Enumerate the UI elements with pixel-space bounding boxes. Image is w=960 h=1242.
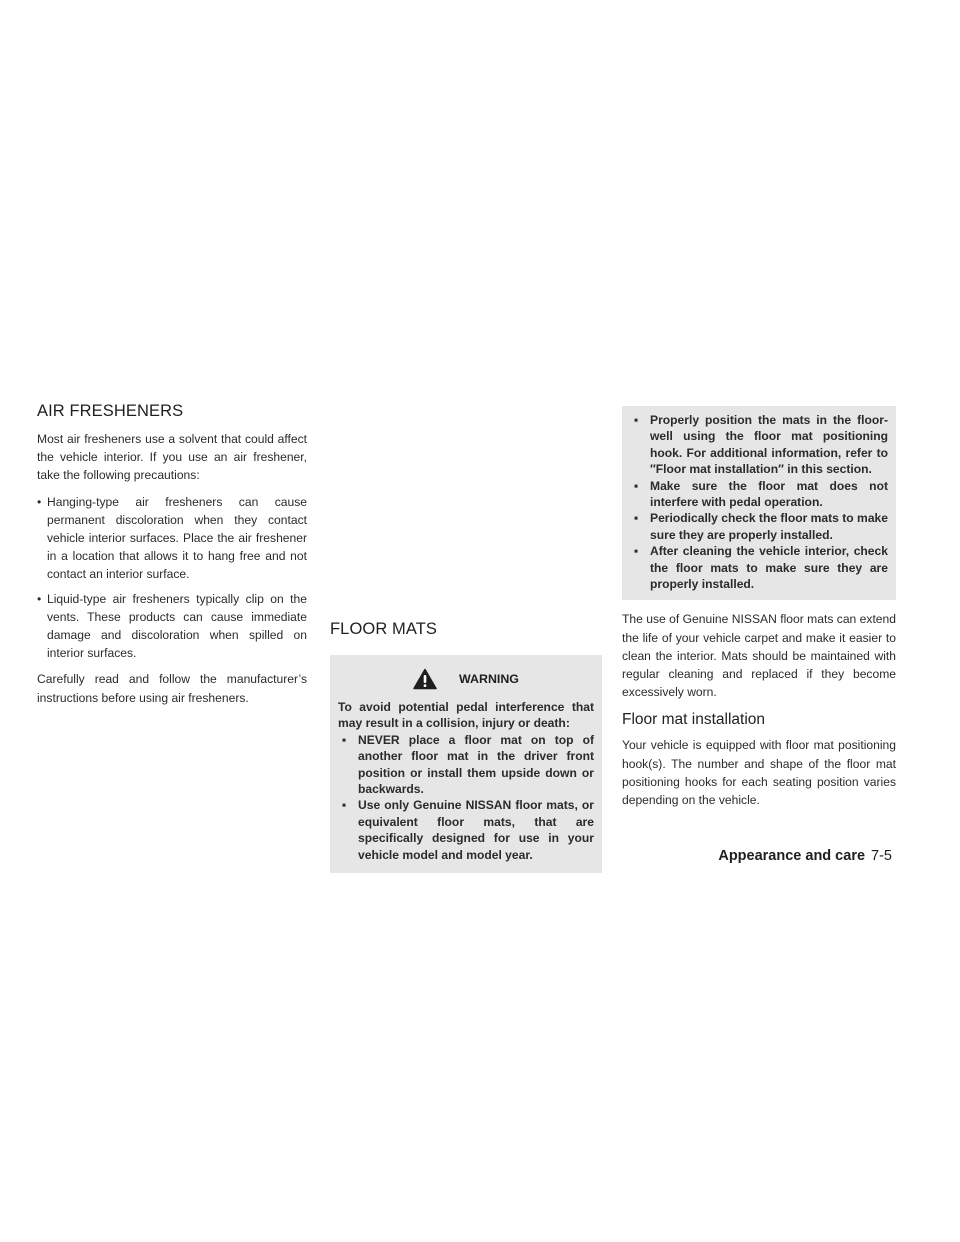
warning-title: WARNING [459, 672, 519, 686]
warning-intro: To avoid potential pedal interference that may result in a collision, injury or death: [338, 700, 594, 731]
list-item: • Liquid-type air fresheners typically clip on the vents. These products can cause immediate damage and discoloration when spilled on interior surfaces. [37, 591, 307, 661]
list-item: • Hanging-type air fresheners can cause permanent discoloration when they contact vehicle interior surfaces. Place the air freshener in a location that allows it to hang free and not contact an interior surface. [37, 494, 307, 582]
warning-list [338, 732, 594, 863]
air-fresheners-list [37, 493, 307, 663]
warning-box-continued [622, 406, 896, 600]
floor-mat-installation-body: Your vehicle is equipped with floor mat positioning hook(s). The number and shape of the floor mat positioning hooks for each seating position varies depending on the vehicle. [622, 738, 896, 808]
precaution-list [630, 412, 888, 592]
list-item: ▪ After cleaning the vehicle interior, check the floor mats to make sure they are properly installed. [634, 544, 888, 592]
list-item: ▪ Periodically check the floor mats to make sure they are properly installed. [634, 511, 888, 542]
floor-mats-continued [622, 406, 896, 817]
page-footer [718, 848, 892, 864]
page-number: 7-5 [871, 848, 892, 864]
air-fresheners-heading: AIR FRESHENERS [37, 402, 184, 420]
floor-mats-section [330, 620, 602, 873]
list-item: ▪ Use only Genuine NISSAN floor mats, or equivalent floor mats, that are specifically designed for use in your vehicle model and model year. [342, 798, 594, 862]
warning-box [330, 655, 602, 873]
list-item: ▪ Properly position the mats in the floor-well using the floor mat positioning hook. For additional information, refer to ″Floor mat installation″ in this section. [634, 413, 888, 477]
floor-mat-installation-heading: Floor mat installation [622, 711, 766, 729]
warning-header [338, 665, 594, 693]
air-fresheners-section [37, 402, 307, 715]
warning-triangle-icon [413, 668, 437, 690]
floor-mats-heading: FLOOR MATS [330, 620, 438, 638]
list-item: ▪ NEVER place a floor mat on top of another floor mat in the driver front position or install them upside down or backwards. [342, 732, 594, 797]
list-item: ▪ Make sure the floor mat does not interfere with pedal operation. [634, 478, 888, 510]
chapter-title: Appearance and care [718, 848, 866, 864]
floor-mats-body: The use of Genuine NISSAN floor mats can extend the life of your vehicle carpet and make it easier to clean the interior. Mats should be maintained with regular cleaning and replaced if they become excessively worn. [622, 612, 896, 700]
air-fresheners-intro: Most air fresheners use a solvent that could affect the vehicle interior. If you use an air freshener, take the following precautions: [37, 432, 307, 483]
air-fresheners-closing: Carefully read and follow the manufacturer’s instructions before using air fresheners. [37, 672, 307, 705]
